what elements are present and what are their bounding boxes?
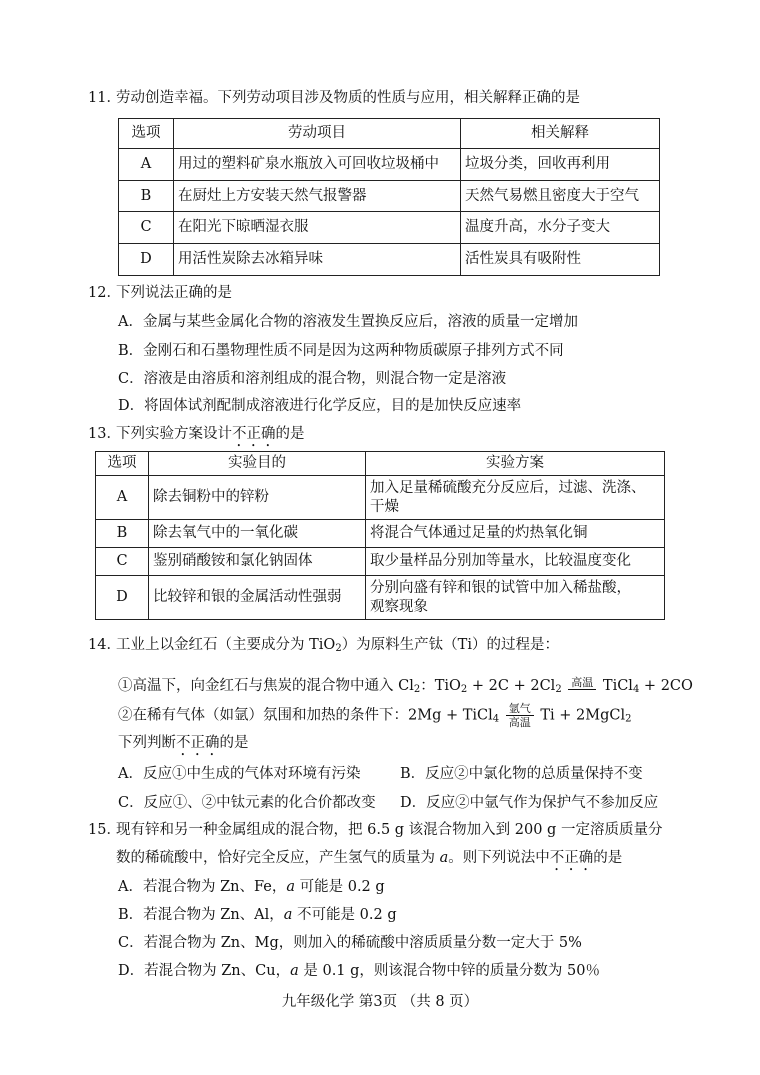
header-labor-item: 劳动项目: [174, 119, 461, 149]
q14-option-a: A．反应①中生成的气体对环境有污染: [118, 766, 361, 782]
experiment-plan: 取少量样品分别加等量水，比较温度变化: [366, 548, 665, 576]
q12-option-d: D．将固体试剂配制成溶液进行化学反应，目的是加快反应速率: [118, 398, 522, 414]
labor-item: 用活性炭除去冰箱异味: [174, 244, 461, 276]
table-row: [119, 212, 660, 244]
q12-option-b: B．金刚石和石墨物理性质不同是因为这两种物质碳原子排列方式不同: [118, 343, 564, 359]
option-variable: a: [290, 963, 299, 979]
experiment-plan: [366, 476, 665, 520]
r1-left-sub: 2: [460, 684, 468, 695]
q13-stem: [88, 424, 305, 450]
table-row: [96, 520, 665, 548]
r1-right-sub: 4: [632, 684, 640, 695]
option-text-post: 可能是 0.2 g: [295, 879, 385, 895]
q15-emphasis: 不正确: [549, 850, 594, 866]
q13-stem-post: 的是: [275, 426, 305, 442]
r1-colon: ：: [420, 678, 435, 694]
experiment-plan: 将混合气体通过足量的灼热氧化铜: [366, 520, 665, 548]
r1-left2: + 2C + 2Cl: [467, 678, 556, 694]
r2-text: ②在稀有气体（如氩）氛围和加热的条件下：: [118, 707, 408, 724]
q14-stem-sub: 2: [335, 643, 342, 654]
option-letter: A: [96, 476, 149, 520]
q11-number: 11．: [88, 90, 121, 106]
r1-text-sub: 2: [413, 684, 421, 695]
labor-item: 在阳光下晾晒湿衣服: [174, 212, 461, 244]
explanation: 活性炭具有吸附性: [461, 244, 660, 276]
q14-judge-pre: 下列判断: [118, 735, 176, 751]
q13-number: 13．: [88, 426, 121, 442]
labor-item: 用过的塑料矿泉水瓶放入可回收垃圾桶中: [174, 149, 461, 181]
option-text-post: 是 0.1 g，则该混合物中锌的质量分数为 50％: [298, 963, 600, 979]
option-variable: a: [283, 907, 293, 923]
q13-stem-emphasis: 不正确: [232, 426, 276, 442]
r1-right: TiCl: [602, 678, 633, 694]
table-header-row: [119, 119, 660, 149]
option-letter: C: [119, 212, 174, 244]
q12-number: 12．: [88, 285, 121, 301]
option-text: C．若混合物为 Zn、Mg，则加入的稀硫酸中溶质质量分数一定大于 5%: [118, 935, 582, 951]
explanation: 温度升高，水分子变大: [461, 212, 660, 244]
header-option: 选项: [96, 452, 149, 476]
option-letter: B: [96, 520, 149, 548]
header-explanation: 相关解释: [461, 119, 660, 149]
option-letter: B: [119, 181, 174, 212]
option-text: D．若混合物为 Zn、Cu，: [118, 963, 291, 979]
option-text: A．若混合物为 Zn、Fe，: [118, 879, 287, 895]
r1-left: TiO: [434, 678, 461, 694]
labor-item: 在厨灶上方安装天然气报警器: [174, 181, 461, 212]
header-plan: 实验方案: [366, 452, 665, 476]
option-letter: D: [119, 244, 174, 276]
r2-condition-top: 氩气: [506, 702, 534, 716]
q14-judge-emphasis: 不正确: [176, 735, 220, 751]
table-row: [96, 548, 665, 576]
r1-text: ①高温下，向金红石与焦炭的混合物中通入 Cl: [118, 678, 414, 694]
q14-option-c: C．反应①、②中钛元素的化合价都改变: [118, 795, 376, 811]
q15-stem-line2: [116, 848, 622, 874]
table-row: [96, 476, 665, 520]
option-text-post: 不可能是 0.2 g: [292, 907, 397, 923]
experiment-goal: 比较锌和银的金属活动性强弱: [149, 576, 366, 620]
q12-stem: [88, 283, 232, 303]
plan-line: 干燥: [370, 498, 399, 515]
q15-line1-text: 现有锌和另一种金属组成的混合物，把 6.5 g 该混合物加入到 200 g 一定溶质质量分: [116, 822, 663, 838]
q14-reaction-2: [118, 702, 632, 729]
option-text: B．若混合物为 Zn、Al，: [118, 907, 284, 923]
experiment-goal: 除去铜粉中的锌粉: [149, 476, 366, 520]
q15-line2-pre: 数的稀硫酸中，恰好完全反应，产生氢气的质量为: [116, 850, 440, 866]
q15-option-d: [118, 961, 600, 981]
q14-judge: [118, 733, 249, 759]
table-header-row: [96, 452, 665, 476]
r2-condition: [506, 702, 534, 729]
header-option: 选项: [119, 119, 174, 149]
r2-condition-bottom: 高温: [508, 716, 531, 729]
experiment-goal: 鉴别硝酸铵和氯化钠固体: [149, 548, 366, 576]
r1-condition: [568, 676, 596, 696]
q14-number: 14．: [88, 637, 121, 653]
q15-variable: a: [439, 850, 449, 866]
explanation: 天然气易燃且密度大于空气: [461, 181, 660, 212]
table-row: [96, 576, 665, 620]
q12-stem-text: 下列说法正确的是: [116, 285, 232, 301]
q15-option-a: [118, 877, 385, 897]
q11-table: [118, 118, 660, 276]
r2-left: 2Mg + TiCl: [408, 707, 493, 724]
q14-option-d: D．反应②中氩气作为保护气不参加反应: [400, 795, 659, 811]
header-goal: 实验目的: [149, 452, 366, 476]
q15-line2-mid: 。则下列说法中: [448, 850, 550, 866]
experiment-goal: 除去氧气中的一氧化碳: [149, 520, 366, 548]
plan-line: 加入足量稀硫酸充分反应后，过滤、洗涤、: [370, 479, 646, 496]
q12-option-c: C．溶液是由溶质和溶剂组成的混合物，则混合物一定是溶液: [118, 371, 507, 387]
plan-line: 观察现象: [370, 598, 428, 615]
q14-option-b: B．反应②中氯化物的总质量保持不变: [400, 766, 643, 782]
q14-stem-b: ）为原料生产钛（Ti）的过程是：: [341, 637, 559, 653]
q15-number: 15．: [88, 822, 121, 838]
table-row: [119, 181, 660, 212]
q14-stem: [88, 635, 559, 655]
r1-right2: + 2CO: [639, 678, 693, 694]
q11-stem: [88, 88, 580, 108]
q11-stem-text: 劳动创造幸福。下列劳动项目涉及物质的性质与应用，相关解释正确的是: [116, 90, 580, 106]
q15-line2-post: 的是: [593, 850, 623, 866]
option-variable: a: [286, 879, 295, 895]
q15-option-c: [118, 933, 582, 953]
q14-reaction-1: [118, 676, 693, 696]
r1-left2-sub: 2: [555, 684, 562, 695]
q15-stem-line1: [88, 820, 662, 840]
q14-judge-post: 的是: [219, 735, 249, 751]
option-letter: C: [96, 548, 149, 576]
experiment-plan: [366, 576, 665, 620]
table-row: [119, 244, 660, 276]
r2-right: Ti + 2MgCl: [540, 707, 626, 724]
page-footer: 九年级化学 第3页 （共 8 页）: [281, 994, 479, 1010]
table-row: [119, 149, 660, 181]
option-letter: D: [96, 576, 149, 620]
r2-right-sub: 2: [625, 713, 632, 725]
option-letter: A: [119, 149, 174, 181]
q14-stem-a: 工业上以金红石（主要成分为 TiO: [116, 637, 336, 653]
q13-table: [95, 451, 665, 620]
r1-condition-bottom: [568, 690, 596, 696]
explanation: 垃圾分类，回收再利用: [461, 149, 660, 181]
r2-left-sub: 4: [492, 713, 500, 725]
r1-condition-top: 高温: [568, 676, 596, 690]
q15-option-b: [118, 905, 397, 925]
plan-line: 分别向盛有锌和银的试管中加入稀盐酸，: [370, 579, 631, 596]
q13-stem-pre: 下列实验方案设计: [116, 426, 232, 442]
q12-option-a: A．金属与某些金属化合物的溶液发生置换反应后，溶液的质量一定增加: [118, 314, 578, 330]
